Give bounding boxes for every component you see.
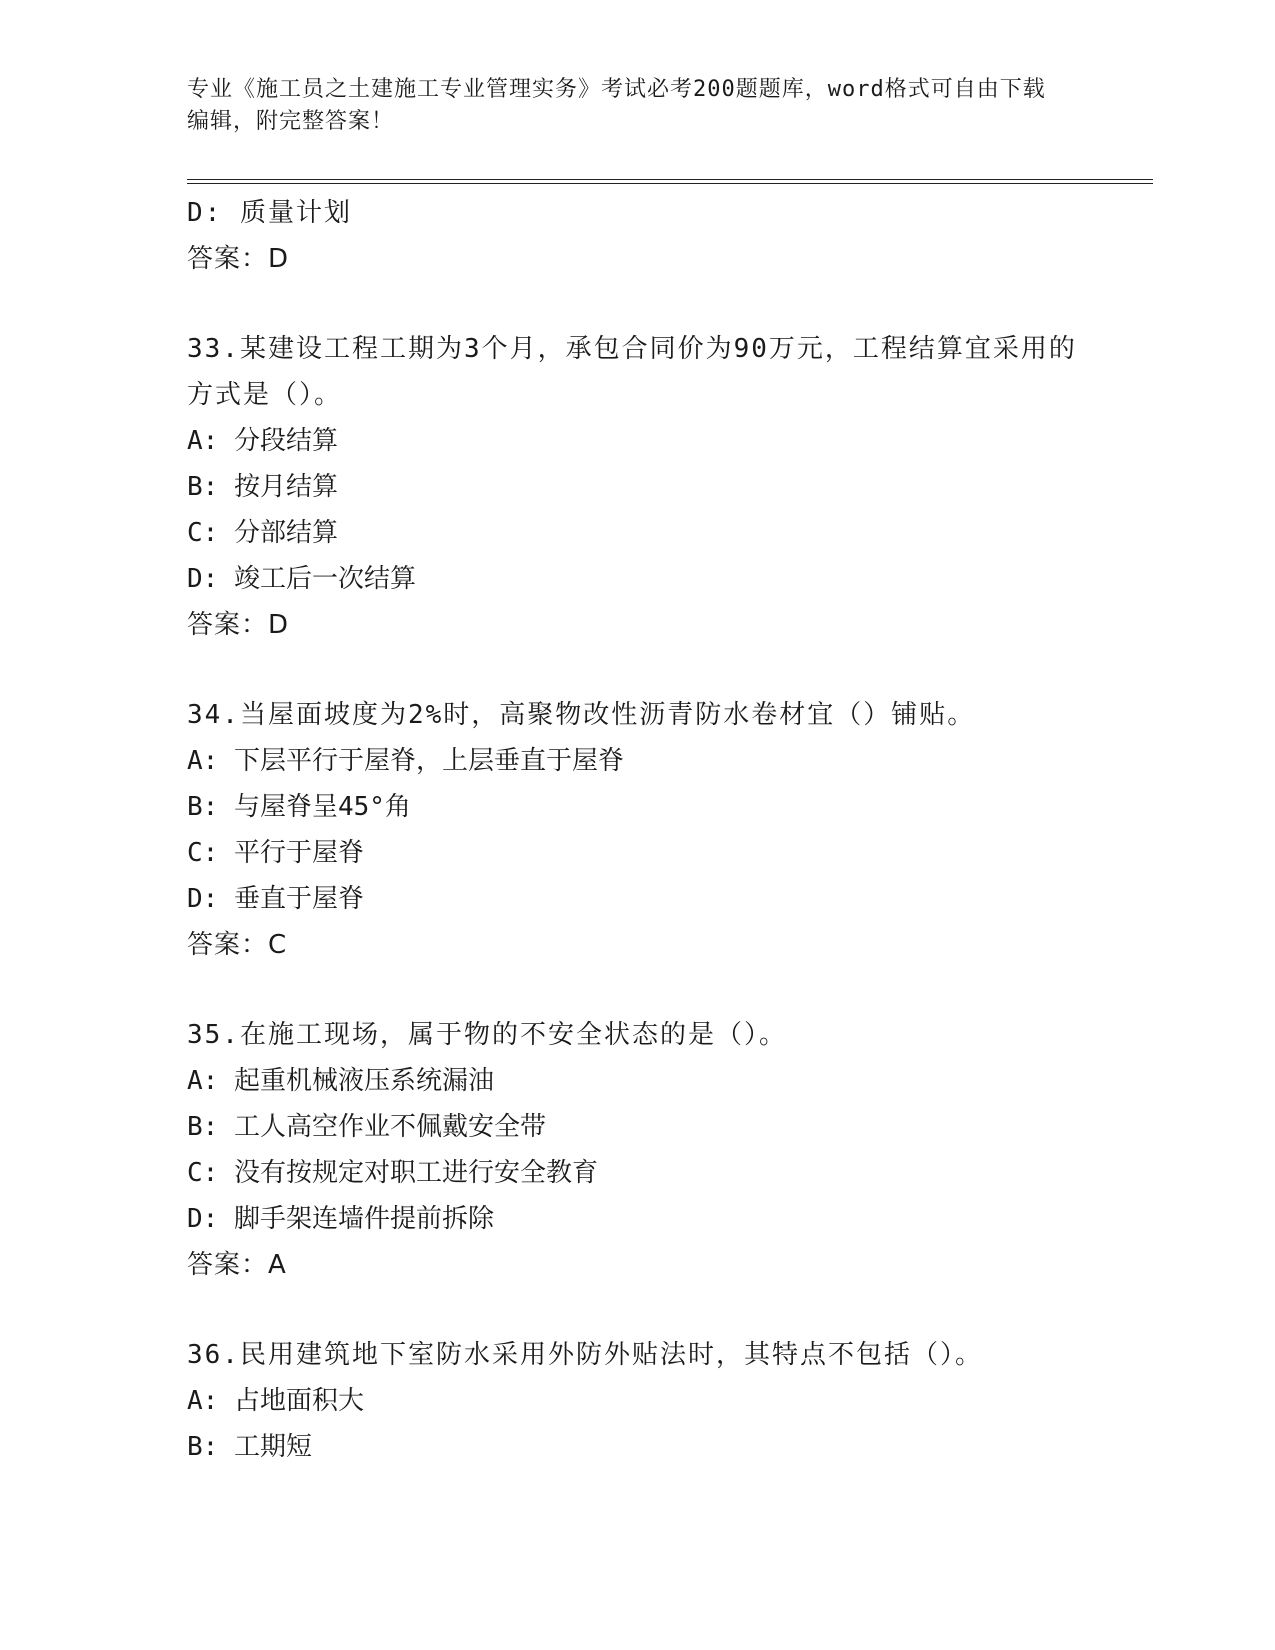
option-a: A: 占地面积大 <box>187 1386 364 1416</box>
answer-line: 答案：D <box>187 610 290 640</box>
question-block-35 <box>187 1012 1087 1288</box>
option-c: C: 平行于屋脊 <box>187 838 364 868</box>
option-c: C: 没有按规定对职工进行安全教育 <box>187 1158 598 1188</box>
question-block-33 <box>187 326 1087 648</box>
question-stem: 33.某建设工程工期为3个月，承包合同价为90万元，工程结算宜采用的方式是（）。 <box>187 334 1077 410</box>
option-d: D: 竣工后一次结算 <box>187 564 416 594</box>
question-stem: 35.在施工现场，属于物的不安全状态的是（）。 <box>187 1020 787 1050</box>
option-a: A: 下层平行于屋脊，上层垂直于屋脊 <box>187 746 624 776</box>
answer-line: 答案：A <box>187 1250 287 1280</box>
option-b: B: 工人高空作业不佩戴安全带 <box>187 1112 546 1142</box>
answer-line: 答案：D <box>187 244 290 274</box>
option-c: C: 分部结算 <box>187 518 338 548</box>
option-a: A: 起重机械液压系统漏油 <box>187 1066 494 1096</box>
option-b: B: 与屋脊呈45°角 <box>187 792 411 822</box>
header-divider-top <box>187 179 1153 180</box>
option-d: D: 脚手架连墙件提前拆除 <box>187 1204 494 1234</box>
question-block-36 <box>187 1332 1087 1470</box>
question-content <box>187 190 1087 1470</box>
option-d: D: 质量计划 <box>187 198 352 228</box>
option-b: B: 按月结算 <box>187 472 338 502</box>
option-d: D: 垂直于屋脊 <box>187 884 364 914</box>
question-stem: 34.当屋面坡度为2%时，高聚物改性沥青防水卷材宜（）铺贴。 <box>187 700 976 730</box>
document-header: 专业《施工员之土建施工专业管理实务》考试必考200题题库，word格式可自由下载编辑，附完整答案！ <box>187 77 1046 134</box>
header-divider-bottom <box>187 183 1153 184</box>
option-b: B: 工期短 <box>187 1432 312 1462</box>
question-block-34 <box>187 692 1087 968</box>
answer-line: 答案：C <box>187 930 288 960</box>
question-stem: 36.民用建筑地下室防水采用外防外贴法时，其特点不包括（）。 <box>187 1340 983 1370</box>
option-a: A: 分段结算 <box>187 426 338 456</box>
